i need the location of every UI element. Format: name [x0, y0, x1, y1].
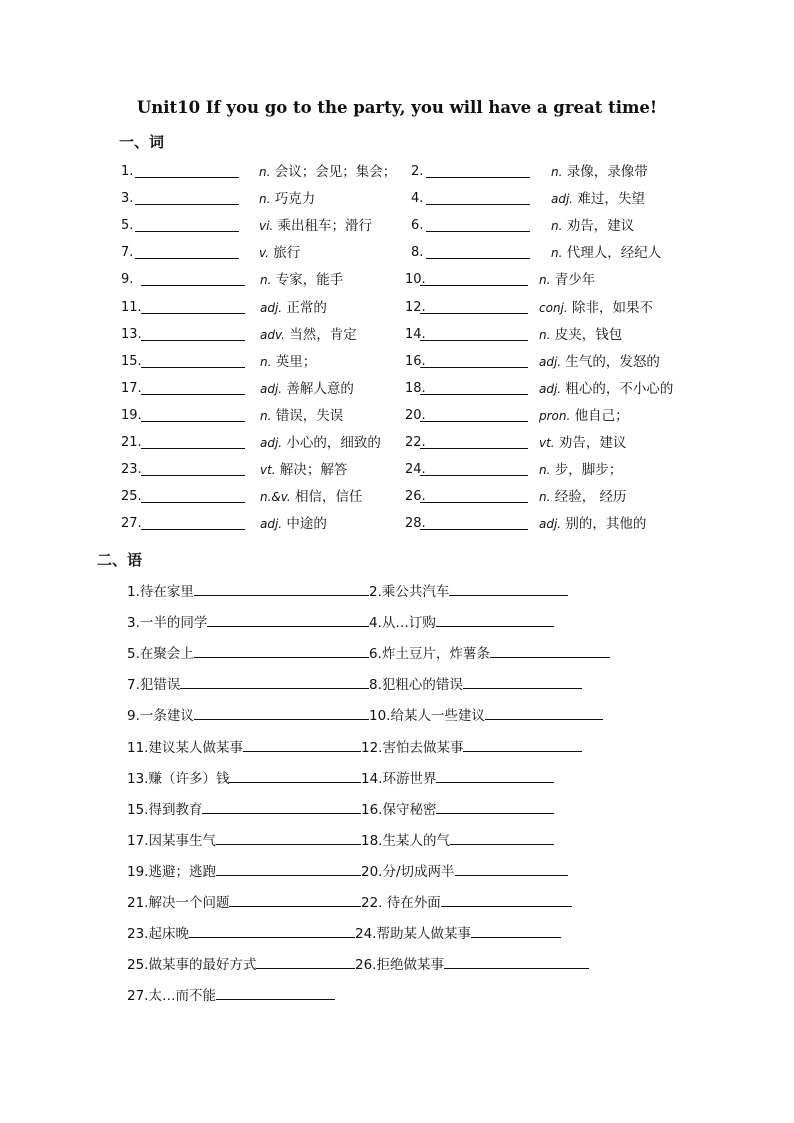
part-of-speech: adj.: [539, 355, 562, 369]
vocab-item: [0, 433, 794, 453]
vocab-definition: 录像，录像带: [566, 164, 648, 180]
vocab-answer-blank[interactable]: [420, 313, 528, 314]
vocab-definition: 步，脚步；: [554, 462, 623, 478]
part-of-speech: n.: [260, 273, 272, 287]
vocab-definition: 皮夹，钱包: [554, 327, 623, 343]
phrase-prompt: 6.炸土豆片，炸薯条: [369, 646, 490, 662]
phrase-row: [127, 768, 554, 788]
vocab-number: 2.: [411, 164, 424, 179]
vocab-number: 22.: [405, 435, 426, 450]
vocab-answer-blank[interactable]: [420, 340, 528, 341]
vocab-definition: 旅行: [273, 245, 301, 261]
part-of-speech: vi.: [259, 219, 274, 233]
phrase-answer-blank[interactable]: [256, 954, 355, 969]
vocab-number: 9.: [121, 272, 134, 287]
vocab-answer-blank[interactable]: [420, 529, 528, 530]
vocab-item: [0, 379, 794, 399]
vocab-definition: 乘出租车；滑行: [277, 218, 373, 234]
vocab-number: 23.: [121, 462, 142, 477]
vocab-definition: 专家，能手: [275, 272, 344, 288]
vocab-definition: 青少年: [554, 272, 596, 288]
phrase-row: [127, 954, 589, 974]
part-of-speech: n.: [539, 463, 551, 477]
vocab-definition: 解决；解答: [279, 462, 348, 478]
part-of-speech: adj.: [539, 382, 562, 396]
vocab-number: 5.: [121, 218, 134, 233]
vocab-definition: 当然，肯定: [289, 327, 357, 343]
vocab-definition: 正常的: [286, 300, 327, 316]
vocab-definition: 巧克力: [274, 191, 316, 207]
vocab-answer-blank[interactable]: [420, 475, 528, 476]
phrase-prompt: 17.因某事生气: [127, 833, 216, 849]
phrase-row: [127, 737, 582, 757]
phrase-prompt: 21.解决一个问题: [127, 895, 230, 911]
vocab-definition: 代理人，经纪人: [566, 245, 662, 261]
phrase-answer-blank[interactable]: [450, 830, 554, 845]
vocab-number: 21.: [121, 435, 142, 450]
part-of-speech: pron.: [539, 409, 571, 423]
vocab-definition: 相信，信任: [295, 489, 363, 505]
part-of-speech: conj.: [539, 301, 568, 315]
vocab-number: 6.: [411, 218, 424, 233]
part-of-speech: vt.: [260, 463, 276, 477]
vocab-answer-blank[interactable]: [420, 421, 528, 422]
page-title: Unit10 If you go to the party, you will have a great time!: [136, 98, 658, 117]
vocab-definition: 生气的，发怒的: [565, 354, 660, 370]
phrase-answer-blank[interactable]: [436, 768, 554, 783]
part-of-speech: n.&v.: [260, 490, 291, 504]
part-of-speech: n.: [539, 490, 551, 504]
phrase-answer-blank[interactable]: [194, 643, 369, 658]
phrase-prompt: 23.起床晚: [127, 926, 189, 942]
vocab-definition: 他自己；: [574, 408, 629, 424]
vocab-item: [0, 352, 794, 372]
phrase-answer-blank[interactable]: [216, 830, 361, 845]
vocab-number: 4.: [411, 191, 424, 206]
phrase-answer-blank[interactable]: [216, 861, 361, 876]
phrase-row: [127, 612, 554, 632]
vocab-number: 7.: [121, 245, 134, 260]
phrase-prompt: 14.环游世界: [361, 771, 437, 787]
phrase-prompt: 18.生某人的气: [361, 833, 450, 849]
part-of-speech: adv.: [260, 328, 285, 342]
part-of-speech: vt.: [539, 436, 555, 450]
part-of-speech: adj.: [551, 192, 574, 206]
part-of-speech: v.: [259, 246, 269, 260]
phrase-prompt: 7.犯错误: [127, 677, 181, 693]
phrase-answer-blank[interactable]: [463, 737, 582, 752]
phrase-prompt: 11.建议某人做某事: [127, 740, 243, 756]
phrase-answer-blank[interactable]: [189, 923, 355, 938]
phrase-prompt: 3.一半的同学: [127, 615, 208, 631]
vocab-answer-blank[interactable]: [426, 231, 530, 232]
vocab-definition: 粗心的，不小心的: [565, 381, 674, 397]
phrase-answer-blank[interactable]: [207, 612, 369, 627]
phrase-answer-blank[interactable]: [436, 799, 554, 814]
phrase-prompt: 10.给某人一些建议: [369, 708, 485, 724]
vocab-definition: 小心的，细致的: [286, 435, 381, 451]
phrase-row: [127, 705, 603, 725]
phrase-answer-blank[interactable]: [194, 705, 369, 720]
phrase-prompt: 15.得到教育: [127, 802, 203, 818]
part-of-speech: n.: [260, 355, 272, 369]
vocab-answer-blank[interactable]: [420, 394, 528, 395]
vocab-number: 3.: [121, 191, 134, 206]
phrase-prompt: 9.一条建议: [127, 708, 194, 724]
vocab-answer-blank[interactable]: [426, 258, 530, 259]
vocab-number: 26.: [405, 489, 426, 504]
part-of-speech: n.: [259, 165, 271, 179]
phrase-prompt: 20.分/切成两半: [361, 864, 455, 880]
phrase-prompt: 13.赚（许多）钱: [127, 771, 230, 787]
phrase-row: [127, 581, 568, 601]
phrase-answer-blank[interactable]: [441, 892, 572, 907]
vocab-number: 17.: [121, 381, 142, 396]
vocab-number: 15.: [121, 354, 142, 369]
phrase-prompt: 27.太…而不能: [127, 988, 216, 1004]
vocab-definition: 难过，失望: [577, 191, 645, 207]
part-of-speech: adj.: [260, 301, 283, 315]
part-of-speech: n.: [539, 328, 551, 342]
vocab-number: 10.: [405, 272, 426, 287]
phrase-prompt: 2.乘公共汽车: [369, 584, 450, 600]
phrase-answer-blank[interactable]: [444, 954, 589, 969]
phrase-prompt: 25.做某事的最好方式: [127, 957, 257, 973]
vocab-number: 27.: [121, 516, 142, 531]
vocab-answer-blank[interactable]: [426, 177, 530, 178]
phrase-prompt: 22. 待在外面: [361, 895, 441, 911]
vocab-number: 28.: [405, 516, 426, 531]
vocab-item: [0, 243, 794, 263]
section-heading-words: 一、词: [119, 133, 165, 151]
phrase-answer-blank[interactable]: [449, 581, 568, 596]
phrase-answer-blank[interactable]: [455, 861, 568, 876]
part-of-speech: n.: [260, 409, 272, 423]
part-of-speech: n.: [539, 273, 551, 287]
phrase-row: [127, 799, 554, 819]
part-of-speech: adj.: [260, 517, 283, 531]
vocab-answer-blank[interactable]: [420, 502, 528, 503]
vocab-item: [0, 216, 794, 236]
part-of-speech: n.: [551, 219, 563, 233]
part-of-speech: adj.: [260, 436, 283, 450]
vocab-number: 8.: [411, 245, 424, 260]
part-of-speech: adj.: [260, 382, 283, 396]
vocab-number: 1.: [121, 164, 134, 179]
part-of-speech: n.: [551, 246, 563, 260]
vocab-number: 12.: [405, 300, 426, 315]
vocab-item: [0, 270, 794, 290]
phrase-answer-blank[interactable]: [436, 612, 554, 627]
part-of-speech: n.: [551, 165, 563, 179]
phrase-answer-blank[interactable]: [243, 737, 361, 752]
vocab-item: [0, 487, 794, 507]
vocab-definition: 英里；: [275, 354, 317, 370]
phrase-answer-blank[interactable]: [180, 674, 369, 689]
vocab-item: [0, 325, 794, 345]
phrase-row: [127, 861, 568, 881]
vocab-number: 11.: [121, 300, 142, 315]
vocab-number: 14.: [405, 327, 426, 342]
vocab-answer-blank[interactable]: [420, 285, 528, 286]
phrase-answer-blank[interactable]: [490, 643, 610, 658]
phrase-prompt: 16.保守秘密: [361, 802, 437, 818]
vocab-answer-blank[interactable]: [420, 367, 528, 368]
part-of-speech: adj.: [539, 517, 562, 531]
phrase-answer-blank[interactable]: [202, 799, 361, 814]
vocab-number: 20.: [405, 408, 426, 423]
phrase-prompt: 4.从…订购: [369, 615, 436, 631]
phrase-answer-blank[interactable]: [471, 923, 561, 938]
vocab-number: 13.: [121, 327, 142, 342]
vocab-number: 16.: [405, 354, 426, 369]
phrase-answer-blank[interactable]: [229, 892, 361, 907]
vocab-definition: 会议；会见；集会；: [274, 164, 397, 180]
vocab-answer-blank[interactable]: [426, 204, 530, 205]
phrase-prompt: 1.待在家里: [127, 584, 194, 600]
vocab-answer-blank[interactable]: [420, 448, 528, 449]
phrase-row: [127, 643, 610, 663]
vocab-number: 18.: [405, 381, 426, 396]
vocab-number: 19.: [121, 408, 142, 423]
phrase-prompt: 26.拒绝做某事: [355, 957, 444, 973]
vocab-definition: 除非，如果不: [572, 300, 653, 316]
phrase-answer-blank[interactable]: [463, 674, 582, 689]
phrase-row: [127, 985, 335, 1005]
vocab-item: [0, 514, 794, 534]
vocab-item: [0, 189, 794, 209]
phrase-row: [127, 674, 582, 694]
phrase-row: [127, 892, 572, 912]
phrase-row: [127, 830, 554, 850]
vocab-item: [0, 460, 794, 480]
vocab-item: [0, 298, 794, 318]
phrase-prompt: 19.逃避；逃跑: [127, 864, 216, 880]
phrase-answer-blank[interactable]: [229, 768, 361, 783]
phrase-answer-blank[interactable]: [194, 581, 369, 596]
phrase-prompt: 24.帮助某人做某事: [355, 926, 471, 942]
phrase-answer-blank[interactable]: [485, 705, 603, 720]
vocab-item: [0, 406, 794, 426]
phrase-prompt: 12.害怕去做某事: [361, 740, 464, 756]
part-of-speech: n.: [259, 192, 271, 206]
vocab-number: 24.: [405, 462, 426, 477]
vocab-definition: 中途的: [286, 516, 327, 532]
phrase-answer-blank[interactable]: [216, 985, 335, 1000]
phrase-prompt: 5.在聚会上: [127, 646, 194, 662]
vocab-item: [0, 162, 794, 182]
vocab-number: 25.: [121, 489, 142, 504]
phrase-prompt: 8.犯粗心的错误: [369, 677, 463, 693]
section-heading-phrases: 二、语: [97, 551, 143, 569]
vocab-definition: 善解人意的: [286, 381, 354, 397]
vocab-definition: 经验， 经历: [554, 489, 627, 505]
vocab-definition: 错误，失误: [275, 408, 344, 424]
vocab-definition: 劝告，建议: [558, 435, 627, 451]
phrase-row: [127, 923, 561, 943]
vocab-definition: 劝告，建议: [566, 218, 635, 234]
vocab-definition: 别的，其他的: [565, 516, 647, 532]
